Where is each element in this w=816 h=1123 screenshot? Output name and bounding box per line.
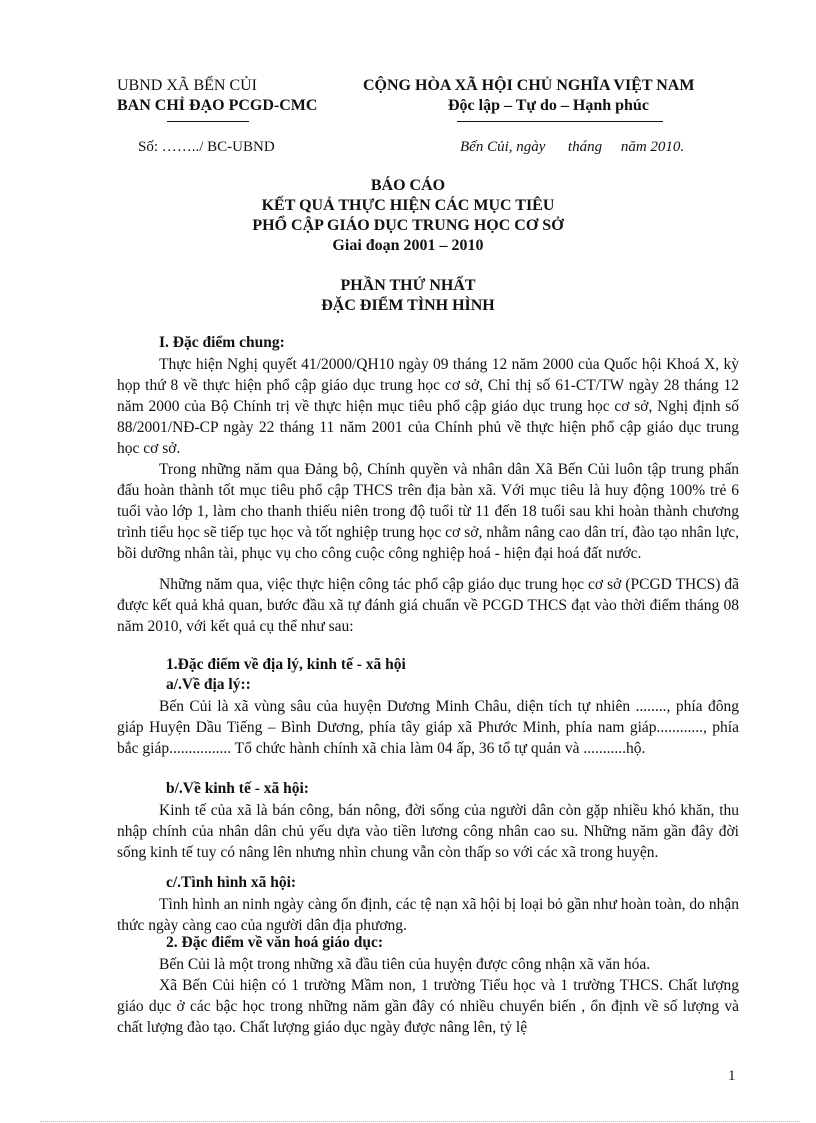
subheading-geography: a/.Về địa lý::: [166, 676, 251, 693]
document-date: Bến Củi, ngày tháng năm 2010.: [460, 139, 685, 155]
paragraph-society: Tình hình an ninh ngày càng ổn định, các tệ nạn xã hội bị loại bỏ gần như hoàn toàn, do nhận thức ngày càng cao của người dân địa phương.: [117, 896, 739, 934]
paragraph-schools: Xã Bến Củi hiện có 1 trường Mầm non, 1 trường Tiểu học và 1 trường THCS. Chất lượng giáo dục ở các bậc học trong những năm gần đây có nhiều chuyển biến , ổn định về số lượng và chất lượng đào tạo. Chất lượng giáo dục ngày được nâng lên, tỷ lệ: [117, 977, 739, 1036]
issuer-department: BAN CHỈ ĐẠO PCGD-CMC: [117, 97, 318, 114]
report-period: Giai đoạn 2001 – 2010: [332, 237, 484, 254]
section-heading-general: I. Đặc điểm chung:: [159, 334, 285, 351]
paragraph-1: Thực hiện Nghị quyết 41/2000/QH10 ngày 09 tháng 12 năm 2000 của Quốc hội Khoá X, kỳ họp thứ 8 về thực hiện phổ cập giáo dục trung học cơ sở, Chỉ thị số 61-CT/TW ngày 28 tháng 12 năm 2000 của Bộ Chính trị về thực hiện mục tiêu phổ cập giáo dục trung học cơ sở, Nghị định số 88/2001/NĐ-CP ngày 22 tháng 11 năm 2001 của Chính phủ về thực hiện phổ cập giáo dục trung học cơ sở.: [117, 356, 739, 457]
report-label: BÁO CÁO: [370, 177, 446, 194]
section-heading-geography: 1.Đặc điểm về địa lý, kinh tế - xã hội: [166, 656, 406, 673]
part-heading: PHẦN THỨ NHẤT: [340, 277, 476, 294]
national-title: CỘNG HÒA XÃ HỘI CHỦ NGHĨA VIỆT NAM: [363, 77, 695, 94]
paragraph-2: Trong những năm qua Đảng bộ, Chính quyền và nhân dân Xã Bến Củi luôn tập trung phấn đấu hoàn thành tốt mục tiêu phổ cập THCS trên địa bàn xã. Với mục tiêu là huy động 100% trẻ 6 tuổi vào lớp 1, làm cho thanh thiếu niên trong độ tuổi từ 11 đến 18 tuổi sau khi hoàn thành chương trình tiểu học sẽ tiếp tục học và tốt nghiệp trung học cơ sở, nhằm nâng cao dân trí, đào tạo nhân lực, bồi dưỡng nhân tài, phục vụ cho công cuộc công nghiệp hoá - hiện đại hoá đất nước.: [117, 461, 739, 562]
issuer-name: UBND XÃ BẾN CỦI: [117, 77, 257, 94]
paragraph-geography: Bến Củi là xã vùng sâu của huyện Dương Minh Châu, diện tích tự nhiên ........, phía đông giáp Huyện Dầu Tiếng – Bình Dương, phía tây giáp xã Phước Minh, phía nam giáp............, phía bắc giáp................ Tổ chức hành chính xã chia làm 04 ấp, 36 tổ tự quản và ...........hộ.: [117, 698, 739, 757]
paragraph-3: Những năm qua, việc thực hiện công tác phổ cập giáo dục trung học cơ sở (PCGD THCS) đã được kết quả khả quan, bước đầu xã tự đánh giá chuẩn về PCGD THCS đạt vào thời điểm tháng 08 năm 2010, với kết quả cụ thể như sau:: [117, 576, 739, 635]
subheading-society: c/.Tình hình xã hội:: [166, 874, 297, 891]
motto-underline: [457, 121, 663, 122]
paragraph-culture: Bến Củi là một trong những xã đầu tiên của huyện được công nhận xã văn hóa.: [159, 956, 651, 973]
section-heading-education: 2. Đặc điểm về văn hoá giáo dục:: [166, 934, 383, 951]
national-motto: Độc lập – Tự do – Hạnh phúc: [448, 97, 649, 114]
report-title-line1: KẾT QUẢ THỰC HIỆN CÁC MỤC TIÊU: [261, 197, 555, 214]
page-bottom-border: [40, 1121, 800, 1122]
paragraph-economy: Kinh tế của xã là bán công, bán nông, đời sống của người dân còn gặp nhiều khó khăn, thu nhập chính của nhân dân chủ yếu dựa vào tiền lương công nhân cao su. Những năm gần đây đời sống kinh tế tuy có nâng lên nhưng nhìn chung vẫn còn thấp so với các xã trong huyện.: [117, 802, 739, 861]
document-number: Số: ……../ BC-UBND: [138, 139, 275, 155]
page-number: 1: [728, 1068, 736, 1084]
report-title-line2: PHỔ CẬP GIÁO DỤC TRUNG HỌC CƠ SỞ: [252, 217, 564, 234]
part-subheading: ĐẶC ĐIỂM TÌNH HÌNH: [321, 297, 495, 314]
subheading-economy: b/.Về kinh tế - xã hội:: [166, 780, 309, 797]
issuer-underline: [167, 121, 249, 122]
